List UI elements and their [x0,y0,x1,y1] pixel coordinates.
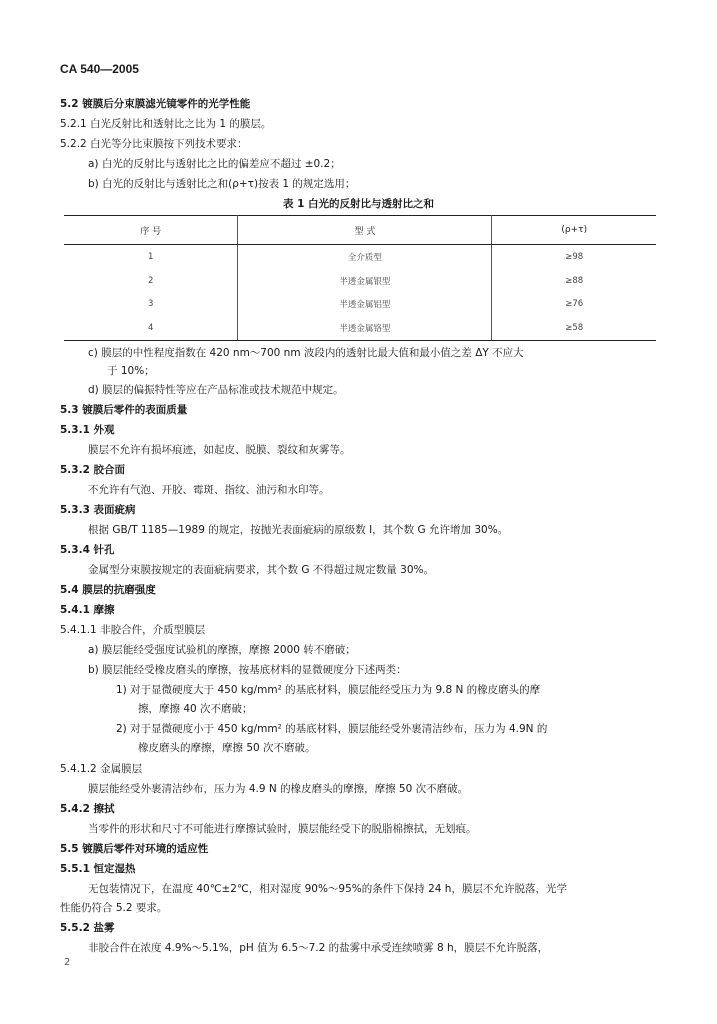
clause-5-5-1-heading: 5.5.1 恒定湿热 [60,863,136,875]
clause-5-4-1-2-text: 膜层能经受外裹清洁纱布，压力为 4.9 N 的橡皮磨头的摩擦，摩擦 50 次不磨破。 [88,783,469,795]
clause-5-5-1-cont: 性能仍符合 5.2 要求。 [60,902,168,914]
cell-sum: ≥58 [492,316,656,340]
section-5-2-heading: 5.2 镀膜后分束膜滤光镜零件的光学性能 [60,98,251,110]
header-sum: (ρ+τ) [492,216,656,245]
cell-index: 1 [64,245,238,269]
section-5-5-heading: 5.5 镀膜后零件对环境的适应性 [60,843,209,855]
item-1-hardness: 1) 对于显微硬度大于 450 kg/mm² 的基底材料，膜层能经受压力为 9.8 N 的橡皮磨头的摩 [116,684,541,696]
item-2-cont: 橡皮磨头的摩擦，摩擦 50 次不磨破。 [138,742,316,754]
item-a-abrasion: a) 膜层能经受强度试验机的摩擦，摩擦 2000 转不磨破； [88,644,356,656]
table-row [64,292,656,316]
clause-5-3-1-heading: 5.3.1 外观 [60,424,115,436]
cell-index: 3 [64,292,238,316]
table-row [64,245,656,269]
cell-type: 半透金属银型 [238,269,492,293]
item-b: b) 白光的反射比与透射比之和(ρ+τ)按表 1 的规定选用； [88,178,356,190]
table-row [64,316,656,340]
item-1-cont: 擦，摩擦 40 次不磨破； [138,703,253,715]
cell-sum: ≥98 [565,251,584,262]
clause-5-3-3-heading: 5.3.3 表面疵病 [60,504,136,516]
page-number: 2 [64,957,71,968]
clause-5-3-4-text: 金属型分束膜按规定的表面疵病要求，其个数 G 不得超过规定数量 30%。 [88,564,434,576]
clause-5-4-2-heading: 5.4.2 擦拭 [60,803,115,815]
cell-type: 半透金属铬型 [238,316,492,340]
item-c: c) 膜层的中性程度指数在 420 nm～700 nm 波段内的透射比最大值和最小值之差 ΔY 不应大 [88,347,524,359]
clause-5-4-1-2: 5.4.1.2 金属膜层 [60,763,143,775]
item-c-cont: 于 10%； [107,365,155,377]
item-a: a) 白光的反射比与透射比之比的偏差应不超过 ±0.2； [88,158,341,170]
header-type: 型 式 [238,216,492,245]
clause-5-2-1: 5.2.1 白光反射比和透射比之比为 1 的膜层。 [60,118,272,130]
table-row [64,269,656,293]
cell-index: 2 [64,269,238,293]
clause-5-4-2-text: 当零件的形状和尺寸不可能进行摩擦试验时，膜层能经受下的脱脂棉擦拭，无划痕。 [88,823,477,835]
table-header-row [64,216,656,245]
table-caption: 表 1 白光的反射比与透射比之和 [282,198,435,210]
cell-index: 4 [64,316,238,340]
standard-number: CA 540—2005 [60,62,139,76]
clause-5-2-2: 5.2.2 白光等分比束膜按下列技术要求： [60,138,248,150]
clause-5-3-4-heading: 5.3.4 针孔 [60,544,115,556]
clause-5-4-1-heading: 5.4.1 摩擦 [60,604,115,616]
item-b-abrasion: b) 膜层能经受橡皮磨头的摩擦，按基底材料的显微硬度分下述两类： [88,664,407,676]
section-5-4-heading: 5.4 膜层的抗磨强度 [60,584,156,596]
clause-5-3-2-heading: 5.3.2 胶合面 [60,464,126,476]
clause-5-4-1-1: 5.4.1.1 非胶合件，介质型膜层 [60,624,206,636]
clause-5-5-2-heading: 5.5.2 盐雾 [60,922,115,934]
section-5-3-heading: 5.3 镀膜后零件的表面质量 [60,404,188,416]
item-2-hardness: 2) 对于显微硬度小于 450 kg/mm² 的基底材料，膜层能经受外裹清洁纱布，压力为 4.9N 的 [116,723,548,735]
clause-5-3-2-text: 不允许有气泡、开胶、霉斑、指纹、油污和水印等。 [88,484,330,496]
header-index: 序 号 [64,216,238,245]
cell-sum: ≥88 [565,275,584,286]
clause-5-3-1-text: 膜层不允许有损坏痕迹，如起皮、脱膜、裂纹和灰雾等。 [88,444,351,456]
clause-5-5-1-text: 无包装情况下，在温度 40℃±2℃，相对湿度 90%～95%的条件下保持 24 h，膜层不允许脱落，光学 [88,883,567,895]
cell-type: 半透金属铝型 [238,292,492,316]
cell-sum: ≥76 [565,299,584,310]
clause-5-3-3-text: 根据 GB/T 1185—1989 的规定，按抛光表面疵病的原级数 Ⅰ，其个数 G 允许增加 30%。 [88,524,509,536]
item-d: d) 膜层的偏振特性等应在产品标准或技术规范中规定。 [88,384,344,396]
cell-type: 全介质型 [238,245,492,269]
clause-5-5-2-text: 非胶合件在浓度 4.9%～5.1%，pH 值为 6.5～7.2 的盐雾中承受连续喷雾 8 h，膜层不允许脱落， [88,942,549,954]
table-white-light [64,215,656,341]
